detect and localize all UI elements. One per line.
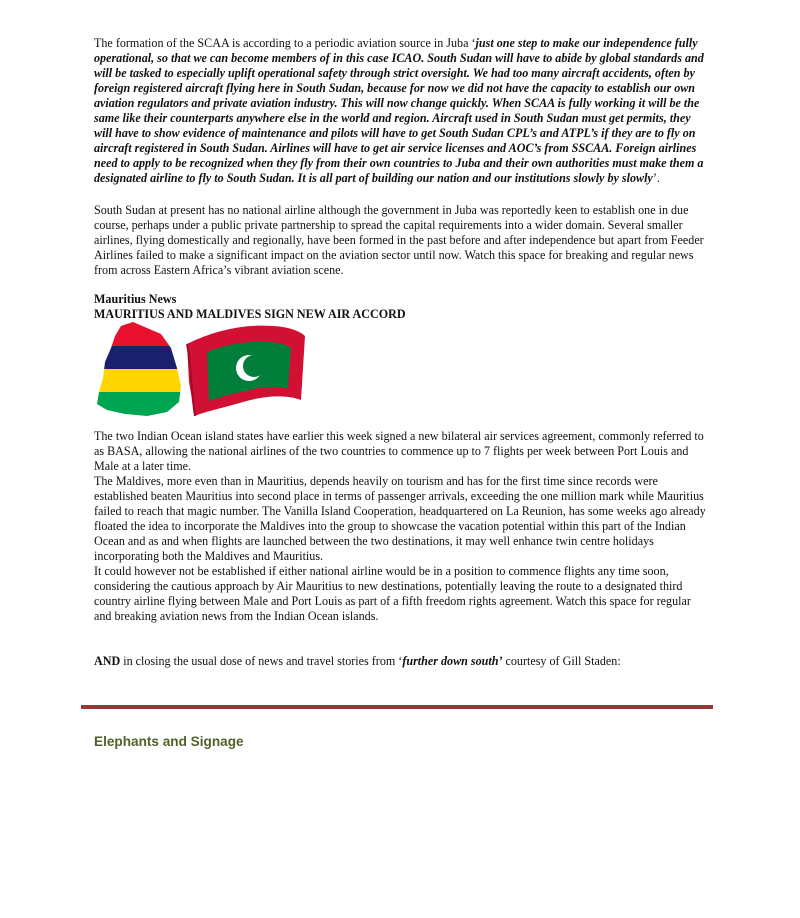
mauritius-flag-map [95, 322, 185, 417]
maldives-flag [187, 326, 305, 416]
mauritius-maldives-article [94, 429, 708, 624]
scaa-trail-text: ’. [652, 171, 660, 185]
section-divider [81, 705, 713, 709]
south-sudan-airline-paragraph: South Sudan at present has no national airline although the government in Juba was reportedly keen to establish one in due course, perhaps under a public private partnership to spread the capital requirements into a wider domain. Several smaller airlines, flying domestically and regionally, have been formed in the past before and after independence but apart from Feeder Airlines failed to make a significant impact on the aviation sector until now. Watch this space for breaking and regular news from across Eastern Africa’s vibrant aviation scene. [94, 203, 704, 277]
national-airline-paragraph: It could however not be established if either national airline would be in a position to commence flights any time soon, considering the cautious approach by Air Mauritius to new destinations, potentially leaving the route to a designated third country airline flying between Male and Port Louis as part of a fifth freedom rights agreement. Watch this space for regular and breaking aviation news from the Indian Ocean islands. [94, 564, 691, 623]
tourism-paragraph: The Maldives, more even than in Mauritius, depends heavily on tourism and has for the first time since records were established beaten Mauritius into second place in terms of passenger arrivals, exceeding the one million mark while Mauritius failed to reach that magic number. The Vanilla Island Cooperation, headquartered on La Reunion, has some weeks ago already floated the idea to incorporate the Maldives into the group to showcase the vacation potential within this part of the Indian Ocean and as and when flights are launched between the two destinations, it may well enhance twin centre holidays incorporating both the Maldives and Mauritius. [94, 474, 706, 563]
closing-quote: further down south’ [402, 654, 503, 668]
section-title: Elephants and Signage [94, 734, 244, 749]
scaa-quote-text: just one step to make our independence fully operational, so that we can become members of in this case ICAO. South Sudan will have to abide by global standards and will be tasked to especially uplift operational safety through strict oversight. We had too many aircraft accidents, often by foreign registered aircraft flying here in South Sudan, because for now we did not have the capacity to establish our own aviation regulators and private aviation industry. This will now change quickly. When SCAA is fully working it will be the same like their counterparts anywhere else in the world and region. Aircraft used in South Sudan must get permits, they will have to show evidence of maintenance and pilots will have to get South Sudan CPL’s and ATPL’s if they are to fly on aircraft registered in South Sudan. Airlines will have to get air service licenses and AOC’s from SSCAA. Foreign airlines need to apply to be recognized when they fly from their own countries to Juba and their own authorities must make them a designated airline to fly to South Sudan. It is all part of building our nation and our institutions slowly by slowly [94, 36, 704, 185]
mauritius-maldives-flags-image [95, 322, 305, 417]
closing-end-text: courtesy of Gill Staden: [502, 654, 621, 668]
closing-and: AND [94, 654, 121, 668]
section-label: Mauritius News [94, 292, 177, 306]
scaa-lead-text: The formation of the SCAA is according to a periodic aviation source in Juba ‘ [94, 36, 476, 50]
scaa-paragraph [94, 36, 708, 186]
closing-middle-text: in closing the usual dose of news and travel stories from ‘ [120, 654, 403, 668]
headline: MAURITIUS AND MALDIVES SIGN NEW AIR ACCORD [94, 307, 406, 321]
closing-line [94, 654, 708, 669]
basa-paragraph: The two Indian Ocean island states have earlier this week signed a new bilateral air services agreement, commonly referred to as BASA, allowing the national airlines of the two countries to commence up to 7 flights per week between Port Louis and Male at a later time. [94, 429, 704, 473]
